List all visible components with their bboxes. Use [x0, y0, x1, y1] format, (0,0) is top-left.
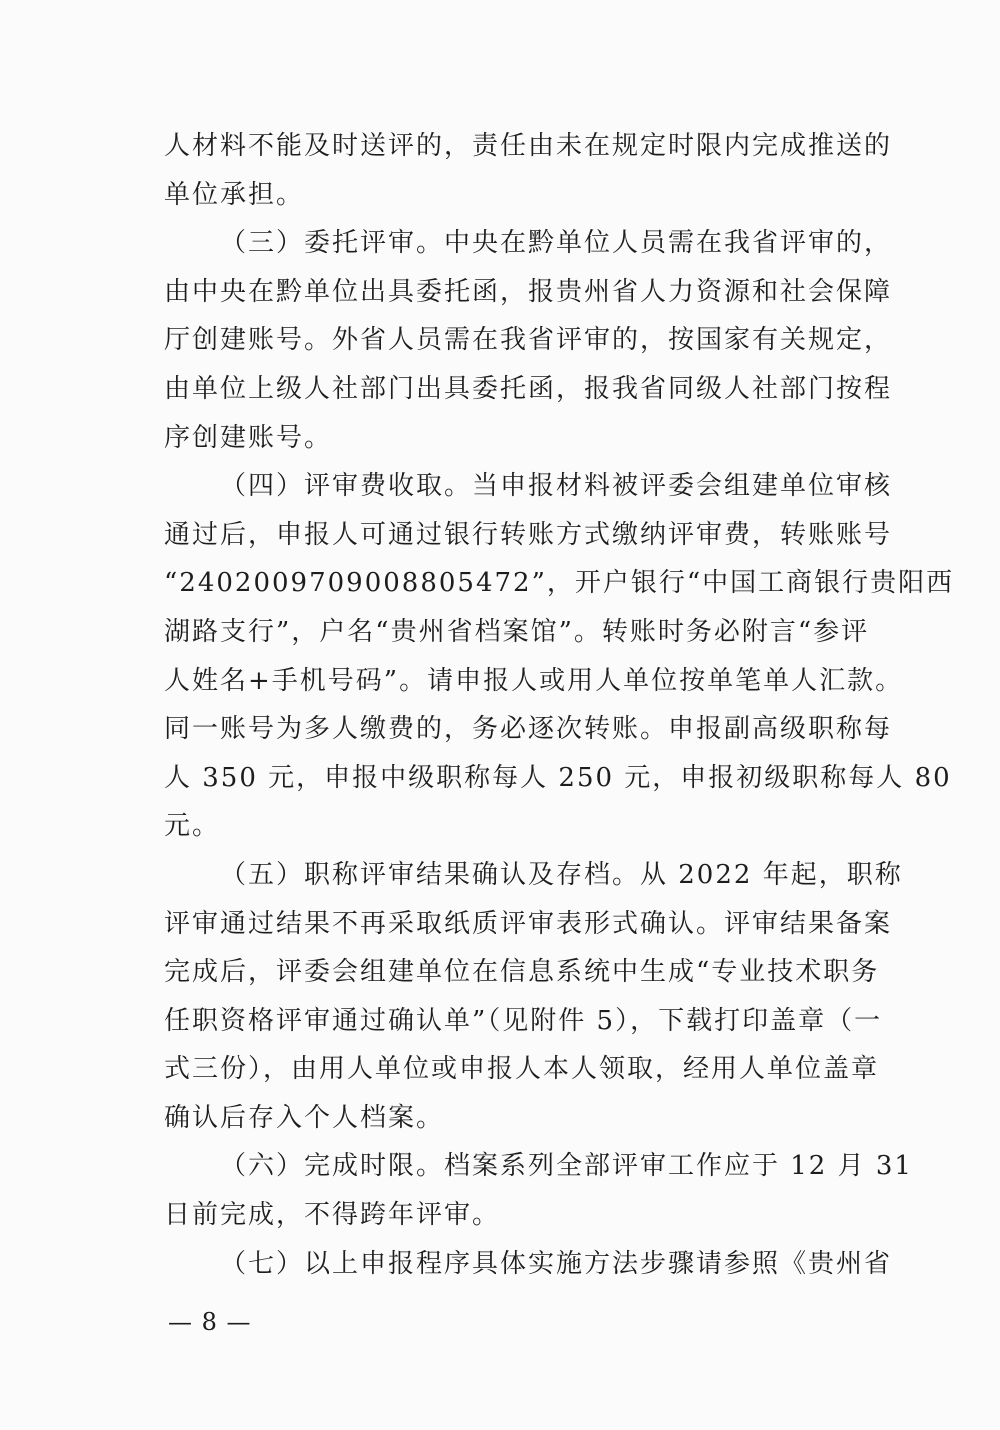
text-line: 人 350 元，申报中级职称每人 250 元，申报初级职称每人 80 [164, 762, 952, 793]
text-line: （七）以上申报程序具体实施方法步骤请参照《贵州省 [220, 1248, 893, 1279]
text-line: 完成后，评委会组建单位在信息系统中生成“专业技术职务 [164, 957, 880, 988]
text-line: 日前完成，不得跨年评审。 [164, 1200, 501, 1231]
text-line: 序创建账号。 [164, 422, 333, 453]
text-line: 由中央在黔单位出具委托函，报贵州省人力资源和社会保障 [164, 276, 893, 307]
text-line: 单位承担。 [164, 179, 305, 210]
text-line: 评审通过结果不再采取纸质评审表形式确认。评审结果备案 [164, 908, 893, 939]
body-text [164, 122, 955, 1288]
text-line: 元。 [164, 811, 221, 842]
text-line: 由单位上级人社部门出具委托函，报我省同级人社部门按程 [164, 373, 893, 404]
text-line: 任职资格评审通过确认单”（见附件 5），下载打印盖章（一 [164, 1005, 883, 1036]
text-line: 式三份），由用人单位或申报人本人领取，经用人单位盖章 [164, 1054, 880, 1085]
text-line: （五）职称评审结果确认及存档。从 2022 年起，职称 [220, 859, 903, 890]
text-line: 同一账号为多人缴费的，务必逐次转账。申报副高级职称每 [164, 714, 893, 745]
text-line: 湖路支行”，户名“贵州省档案馆”。转账时务必附言“参评 [164, 616, 870, 647]
text-line: “2402009709008805472”，开户银行“中国工商银行贵阳西 [164, 568, 955, 599]
text-line: （四）评审费收取。当申报材料被评委会组建单位审核 [220, 471, 893, 502]
text-line: （三）委托评审。中央在黔单位人员需在我省评审的， [220, 228, 893, 259]
text-line: 确认后存入个人档案。 [164, 1102, 445, 1133]
text-line: 通过后，申报人可通过银行转账方式缴纳评审费，转账账号 [164, 519, 893, 550]
text-line: 厅创建账号。外省人员需在我省评审的，按国家有关规定， [164, 325, 893, 356]
text-line: 人材料不能及时送评的，责任由未在规定时限内完成推送的 [164, 131, 893, 161]
text-line: 人姓名+手机号码”。请申报人或用人单位按单笔单人汇款。 [164, 665, 904, 696]
text-line: （六）完成时限。档案系列全部评审工作应于 12 月 31 [220, 1151, 913, 1182]
page-number: — 8 — [168, 1308, 252, 1336]
